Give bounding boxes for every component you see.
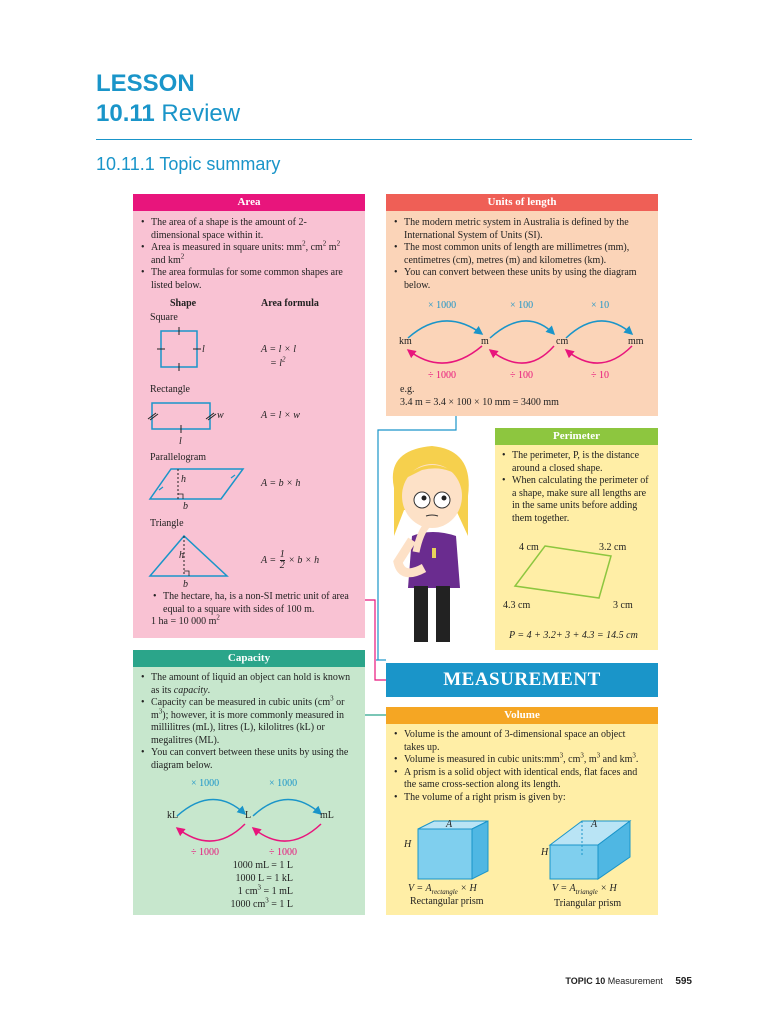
length-div-3: ÷ 10 <box>591 370 609 381</box>
capacity-bullet-1: • The amount of liquid an object can hold is known as its capacity. <box>151 672 355 697</box>
area-panel <box>133 194 365 638</box>
volume-bullet-2: • Volume is measured in cubic $units:mm^3$, $cm^3$, $m^3$ and $km^3$. <box>404 754 648 767</box>
volume-panel <box>386 707 658 915</box>
square-formula-2: = $l^2$ <box>270 355 286 369</box>
perimeter-side-2: 3.2 cm <box>599 542 627 553</box>
hectare-text: • The hectare, ha, is a non-SI metric unit of area equal to a square with sides of 100 m. <box>163 591 368 616</box>
tri-prism-caption: Triangular prism <box>554 898 622 909</box>
length-div-1: ÷ 1000 <box>428 370 456 381</box>
rect-prism-formula-sub: rectangle <box>431 888 458 896</box>
rect-prism-formula <box>408 883 477 896</box>
volume-bullets <box>386 724 658 804</box>
triangle-formula-rhs: × b × h <box>288 554 320 566</box>
perimeter-bullets <box>495 445 658 525</box>
capacity-mult-2: × 1000 <box>269 778 298 789</box>
unit-ml: mL <box>320 810 334 821</box>
area-bullet-1: • The area of a shape is the amount of 2-dimensional space within it. <box>151 217 355 242</box>
lesson-number: 10.11 <box>96 100 155 127</box>
lesson-label: LESSON <box>96 70 195 97</box>
capacity-bullet-3: • You can convert between these units by using the diagram below. <box>151 747 355 772</box>
perimeter-panel <box>495 428 658 650</box>
volume-bullet-4: • The volume of a right prism is given by: <box>404 792 648 805</box>
rect-prism-caption: Rectangular prism <box>410 896 484 907</box>
triangle-formula <box>261 550 319 571</box>
area-bullets <box>133 211 365 292</box>
tri-prism-formula <box>552 883 617 896</box>
square-side-label: l <box>202 344 205 355</box>
capacity-mult-1: × 1000 <box>191 778 220 789</box>
hectare-equation: 1 ha = 10 000 $m^2$ <box>151 613 220 627</box>
unit-cm: cm <box>556 336 569 347</box>
capacity-div-1: ÷ 1000 <box>191 847 219 858</box>
rect-prism-formula-end: × H <box>460 883 477 894</box>
triangle-name: Triangle <box>150 518 184 529</box>
length-bullet-1: • The modern metric system in Australia is defined by the International System of Units (SI). <box>404 217 648 242</box>
area-bullet-3: • The area formulas for some common shapes are listed below. <box>151 267 355 292</box>
length-mult-2: × 100 <box>510 300 534 311</box>
rectangle-name: Rectangle <box>150 384 190 395</box>
tri-prism-a: A <box>591 819 598 830</box>
col-shape: Shape <box>170 298 197 309</box>
tri-prism-h: H <box>541 847 549 858</box>
tri-prism-formula-v: V = A <box>552 883 576 894</box>
perimeter-bullet-2: • When calculating the perimeter of a shape, make sure all lengths are in the same units before adding them together. <box>512 475 650 525</box>
capacity-bullet-2: • Capacity can be measured in cubic units ($cm^3$ or $m^3$); however, it is more commonly measured in millilitres (mL), litres (L), kilolitres (kL) or megalitres (ML). <box>151 697 355 747</box>
square-formula: A = l × l <box>261 344 296 355</box>
tri-prism-formula-sub: triangle <box>575 888 598 896</box>
length-bullets <box>386 211 658 292</box>
length-eg-label: e.g. <box>400 384 415 395</box>
area-title: Area <box>133 194 365 211</box>
length-conversion-diagram <box>386 306 658 376</box>
footer-name: Measurement <box>607 976 663 986</box>
capacity-eq-3: 1 $cm^3 = 1$ mL <box>237 883 293 897</box>
col-formula: Area formula <box>261 298 319 309</box>
length-div-2: ÷ 100 <box>510 370 533 381</box>
unit-kl: kL <box>167 810 179 821</box>
hectare-bullet <box>151 591 368 616</box>
tri-prism-formula-end: × H <box>600 883 617 894</box>
unit-l: L <box>245 810 252 821</box>
perimeter-side-1: 4 cm <box>519 542 539 553</box>
perimeter-title: Perimeter <box>495 428 658 445</box>
perimeter-bullet-1: • The perimeter, P, is the distance around a closed shape. <box>512 450 650 475</box>
parallelogram-name: Parallelogram <box>150 452 207 463</box>
capacity-equivalences <box>209 859 293 911</box>
capacity-eq-4: 1000 $cm^3 = 1$ L <box>230 896 293 910</box>
length-mult-3: × 10 <box>591 300 610 311</box>
length-bullet-2: • The most common units of length are millimetres (mm), centimetres (cm), metres (m) and kilometres (km). <box>404 242 648 267</box>
volume-bullet-1: • Volume is the amount of 3-dimensional space an object takes up. <box>404 729 648 754</box>
page-number: 595 <box>675 976 692 987</box>
square-shape <box>147 326 217 376</box>
measurement-banner: MEASUREMENT <box>386 663 658 697</box>
unit-m: m <box>481 336 489 347</box>
capacity-eq-1: 1000 mL = 1 L <box>232 860 293 871</box>
length-example: 3.4 m = 3.4 × 100 × 10 mm = 3400 mm <box>400 397 559 408</box>
triangle-fraction-num: 1 <box>279 549 285 560</box>
unit-mm: mm <box>628 336 644 347</box>
square-name: Square <box>150 312 178 323</box>
student-character-illustration <box>376 440 492 650</box>
capacity-div-2: ÷ 1000 <box>269 847 297 858</box>
rectangle-l-label: l <box>179 436 182 447</box>
footer-topic: TOPIC 10 <box>565 976 606 986</box>
length-bullet-3: • You can convert between these units by using the diagram below. <box>404 267 648 292</box>
rectangular-prism <box>414 819 498 885</box>
length-mult-1: × 1000 <box>428 300 457 311</box>
capacity-bullets <box>133 667 365 772</box>
perimeter-formula: P = 4 + 3.2+ 3 + 4.3 = 14.5 cm <box>509 630 638 641</box>
unit-km: km <box>399 336 412 347</box>
volume-bullet-3: • A prism is a solid object with identical ends, flat faces and the same cross-section along its length. <box>404 767 648 792</box>
section-title: 10.11.1 Topic summary <box>96 154 281 174</box>
parallelogram-h-label: h <box>181 474 186 485</box>
rectangle-w-label: w <box>217 410 224 421</box>
triangle-h-label: h <box>179 550 184 561</box>
rect-prism-a: A <box>446 819 453 830</box>
length-title: Units of length <box>386 194 658 211</box>
rect-prism-h: H <box>404 839 412 850</box>
triangle-b-label: b <box>183 579 188 590</box>
parallelogram-formula: A = b × h <box>261 478 301 489</box>
lesson-name: Review <box>161 100 241 127</box>
rectangle-formula: A = l × w <box>261 410 300 421</box>
page-footer <box>565 976 692 987</box>
capacity-title: Capacity <box>133 650 365 667</box>
volume-title: Volume <box>386 707 658 724</box>
capacity-eq-2: 1000 L = 1 kL <box>235 873 293 884</box>
units-of-length-panel <box>386 194 658 416</box>
rectangle-shape <box>147 398 217 438</box>
triangle-formula-lhs: A = <box>261 554 277 566</box>
perimeter-side-3: 4.3 cm <box>503 600 531 611</box>
parallelogram-b-label: b <box>183 501 188 512</box>
triangle-fraction-den: 2 <box>279 560 285 571</box>
rect-prism-formula-v: V = A <box>408 883 432 894</box>
perimeter-side-4: 3 cm <box>613 600 633 611</box>
area-bullet-2: • Area is measured in square units: $mm^2$, $cm^2$ $m^2$ and $km^2$ <box>151 242 355 267</box>
parallelogram-shape <box>147 466 247 506</box>
triangle-shape <box>147 532 247 580</box>
capacity-panel <box>133 650 365 915</box>
